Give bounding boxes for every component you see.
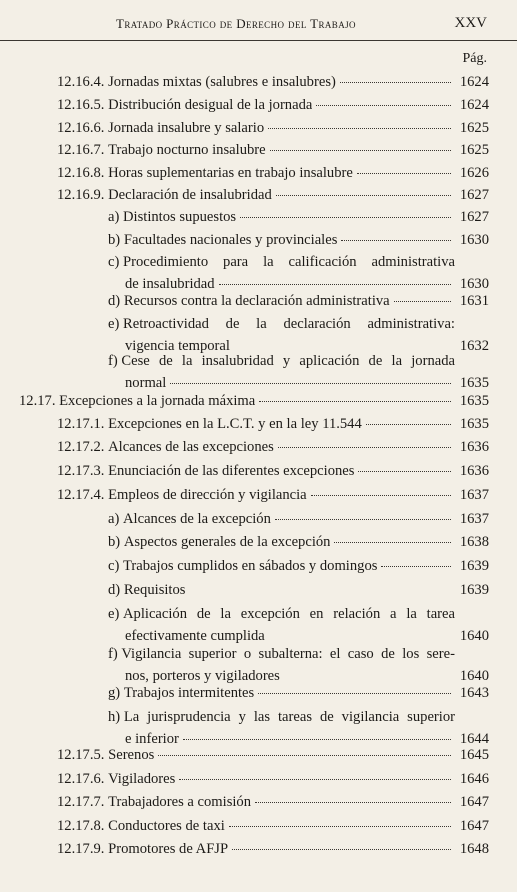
dot-leader xyxy=(158,743,451,756)
toc-entry[interactable]: 12.16.4. Jornadas mixtas (salubres e insalubres) 1624 xyxy=(57,71,489,93)
dot-leader xyxy=(394,289,451,302)
toc-entry[interactable]: 12.17.9. Promotores de AFJP 1648 xyxy=(57,838,489,860)
toc-entry[interactable]: 12.17.8. Conductores de taxi 1647 xyxy=(57,815,489,837)
dot-leader xyxy=(340,70,451,83)
toc-subentry[interactable]: e) Retroactividad de la declaración administrativa: vigencia temporal 1632 xyxy=(108,316,489,354)
dot-leader xyxy=(311,483,451,496)
dot-leader xyxy=(284,664,451,677)
dot-leader xyxy=(183,727,451,740)
dot-leader xyxy=(341,228,451,241)
toc-subentry[interactable]: b) Aspectos generales de la excepción 1638 xyxy=(108,531,489,553)
dot-leader xyxy=(179,767,451,780)
toc-subentry[interactable]: g) Trabajos intermitentes 1643 xyxy=(108,682,489,704)
dot-leader xyxy=(170,371,451,384)
toc-entry[interactable]: 12.17.4. Empleos de dirección y vigilancia 1637 xyxy=(57,484,489,506)
toc-entry[interactable]: 12.17.7. Trabajadores a comisión 1647 xyxy=(57,791,489,813)
dot-leader xyxy=(270,138,451,151)
dot-leader xyxy=(255,790,451,803)
toc-subentry[interactable]: c) Procedimiento para la calificación administrativa de insalubridad 1630 xyxy=(108,254,489,292)
dot-leader xyxy=(229,814,451,827)
dot-leader xyxy=(219,272,451,285)
toc-subentry[interactable]: c) Trabajos cumplidos en sábados y domingos 1639 xyxy=(108,555,489,577)
page-number: XXV xyxy=(454,15,487,31)
toc-entry[interactable]: 12.17.1. Excepciones en la L.C.T. y en la ley 11.544 1635 xyxy=(57,413,489,435)
dot-leader xyxy=(278,435,451,448)
toc-entry[interactable]: 12.16.9. Declaración de insalubridad 1627 xyxy=(57,184,489,206)
dot-leader xyxy=(276,183,451,196)
toc-entry[interactable]: 12.17.5. Serenos 1645 xyxy=(57,744,489,766)
dot-leader xyxy=(258,681,451,694)
dot-leader xyxy=(334,530,451,543)
dot-leader xyxy=(357,161,451,174)
toc-subentry[interactable]: a) Alcances de la excepción 1637 xyxy=(108,508,489,530)
toc-subentry[interactable]: f) Vigilancia superior o subalterna: el caso de los sere- nos, porteros y vigiladores 1640 xyxy=(108,646,489,684)
dot-leader xyxy=(269,624,451,637)
toc-entry[interactable]: 12.17.6. Vigiladores 1646 xyxy=(57,768,489,790)
toc-entry[interactable]: 12.16.7. Trabajo nocturno insalubre 1625 xyxy=(57,139,489,161)
page-column-label: Pág. xyxy=(462,51,487,66)
dot-leader xyxy=(232,837,451,850)
toc-subentry[interactable]: d) Requisitos 1639 xyxy=(108,579,489,601)
dot-leader xyxy=(358,459,451,472)
toc-entry[interactable]: 12.17.3. Enunciación de las diferentes excepciones 1636 xyxy=(57,460,489,482)
running-header xyxy=(0,0,517,41)
toc-subentry[interactable]: a) Distintos supuestos 1627 xyxy=(108,206,489,228)
dot-leader xyxy=(240,205,451,218)
toc-subentry[interactable]: b) Facultades nacionales y provinciales 1630 xyxy=(108,229,489,251)
toc-subentry[interactable]: f) Cese de la insalubridad y aplicación de la jornada normal 1635 xyxy=(108,353,489,391)
book-title: Tratado Práctico de Derecho del Trabajo xyxy=(116,16,356,31)
dot-leader xyxy=(381,554,451,567)
toc-subentry[interactable]: d) Recursos contra la declaración administrativa 1631 xyxy=(108,290,489,312)
dot-leader xyxy=(189,578,451,591)
toc-entry[interactable]: 12.16.6. Jornada insalubre y salario 1625 xyxy=(57,117,489,139)
toc-section-entry[interactable]: 12.17. Excepciones a la jornada máxima 1635 xyxy=(19,390,489,412)
toc-subentry[interactable]: h) La jurisprudencia y las tareas de vigilancia superior e inferior 1644 xyxy=(108,709,489,747)
toc-entry[interactable]: 12.16.8. Horas suplementarias en trabajo insalubre 1626 xyxy=(57,162,489,184)
dot-leader xyxy=(366,412,451,425)
dot-leader xyxy=(275,507,451,520)
dot-leader xyxy=(259,389,451,402)
dot-leader xyxy=(234,334,451,347)
toc-entry[interactable]: 12.16.5. Distribución desigual de la jornada 1624 xyxy=(57,94,489,116)
dot-leader xyxy=(316,93,451,106)
toc-subentry[interactable]: e) Aplicación de la excepción en relación a la tarea efectivamente cumplida 1640 xyxy=(108,606,489,644)
dot-leader xyxy=(268,116,451,129)
toc-entry[interactable]: 12.17.2. Alcances de las excepciones 1636 xyxy=(57,436,489,458)
